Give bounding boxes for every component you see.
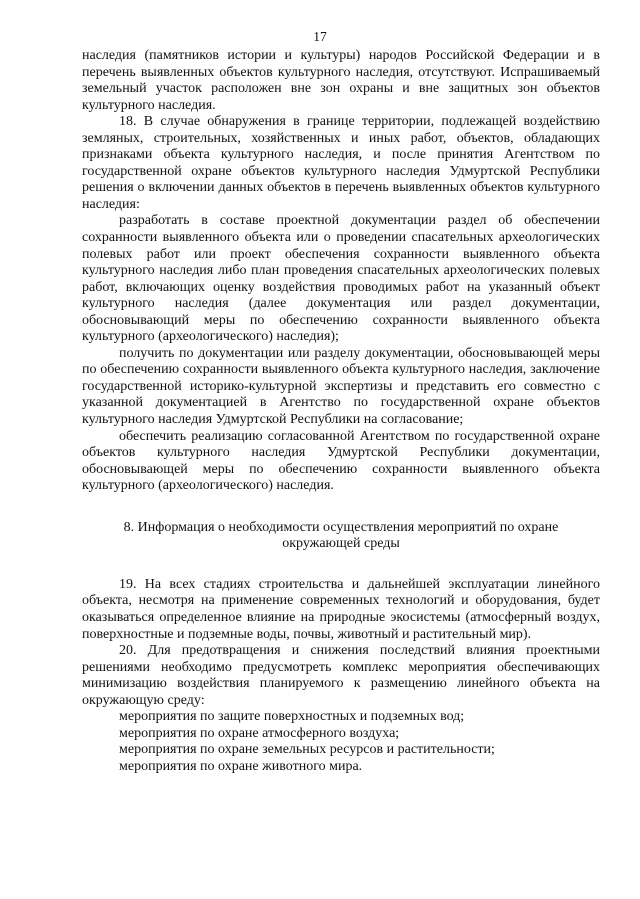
section-heading-line1: 8. Информация о необходимости осуществления мероприятий по охране [123, 519, 559, 535]
paragraph-develop-documentation: разработать в составе проектной документации раздел об обеспечении сохранности выявленного объекта или о проведении спасательных археологических полевых работ или проект обеспечения сохранности выявленного объекта культурного наследия либо план проведения спасательных археологических полевых работ, включающих оценку воздействия проводимых работ на указанный объект культурного наследия (далее документация или раздел документации, обосновывающий меры по обеспечению сохранности выявленного объекта культурного (археологического) наследия); [82, 213, 600, 345]
measures-list [82, 709, 600, 775]
page-number: 17 [313, 29, 327, 44]
document-body [82, 48, 600, 775]
section-heading-line2: окружающей среды [282, 536, 400, 552]
section-heading [82, 520, 600, 553]
paragraph-ensure-implementation: обеспечить реализацию согласованной Агентством по государственной охране объектов культурного наследия Удмуртской Республики документации, обосновывающей меры по обеспечению сохранности выявленного объекта культурного (археологического) наследия. [82, 428, 600, 494]
paragraph-20: 20. Для предотвращения и снижения последствий влияния проектными решениями необходимо предусмотреть комплекс мероприятия обеспечивающих минимизацию воздействия планируемого к размещению линейного объекта на окружающую среду: [82, 643, 600, 708]
list-item: мероприятия по охране земельных ресурсов и растительности; [119, 742, 495, 758]
paragraph-continuation: наследия (памятников истории и культуры) народов Российской Федерации и в перечень выявленных объектов культурного наследия, отсутствуют. Испрашиваемый земельный участок расположен вне зон охраны и вне защитных зон объектов культурного наследия. [82, 48, 600, 113]
list-item: мероприятия по охране животного мира. [119, 758, 363, 774]
paragraph-19: 19. На всех стадиях строительства и дальнейшей эксплуатации линейного объекта, несмотря на применение современных технологий и оборудования, будет оказываться определенное влияние на природные экосистемы (атмосферный воздух, поверхностные и подземные воды, почвы, животный и растительный мир). [82, 576, 600, 642]
paragraph-18: 18. В случае обнаружения в границе территории, подлежащей воздействию земляных, строительных, хозяйственных и иных работ, объектов, обладающих признаками объекта культурного наследия, и после принятия Агентством по государственной охране объектов культурного наследия Удмуртской Республики решения о включении данных объектов в перечень выявленных объектов культурного наследия: [82, 114, 600, 212]
list-item: мероприятия по охране атмосферного воздуха; [119, 725, 400, 741]
paragraph-obtain-expertise: получить по документации или разделу документации, обосновывающей меры по обеспечению сохранности выявленного объекта культурного наследия, заключение государственной историко-культурной экспертизы и представить его совместно с указанной документацией в Агентство по государственной охране объектов культурного наследия Удмуртской Республики на согласование; [82, 345, 600, 428]
list-item: мероприятия по защите поверхностных и подземных вод; [119, 709, 465, 725]
